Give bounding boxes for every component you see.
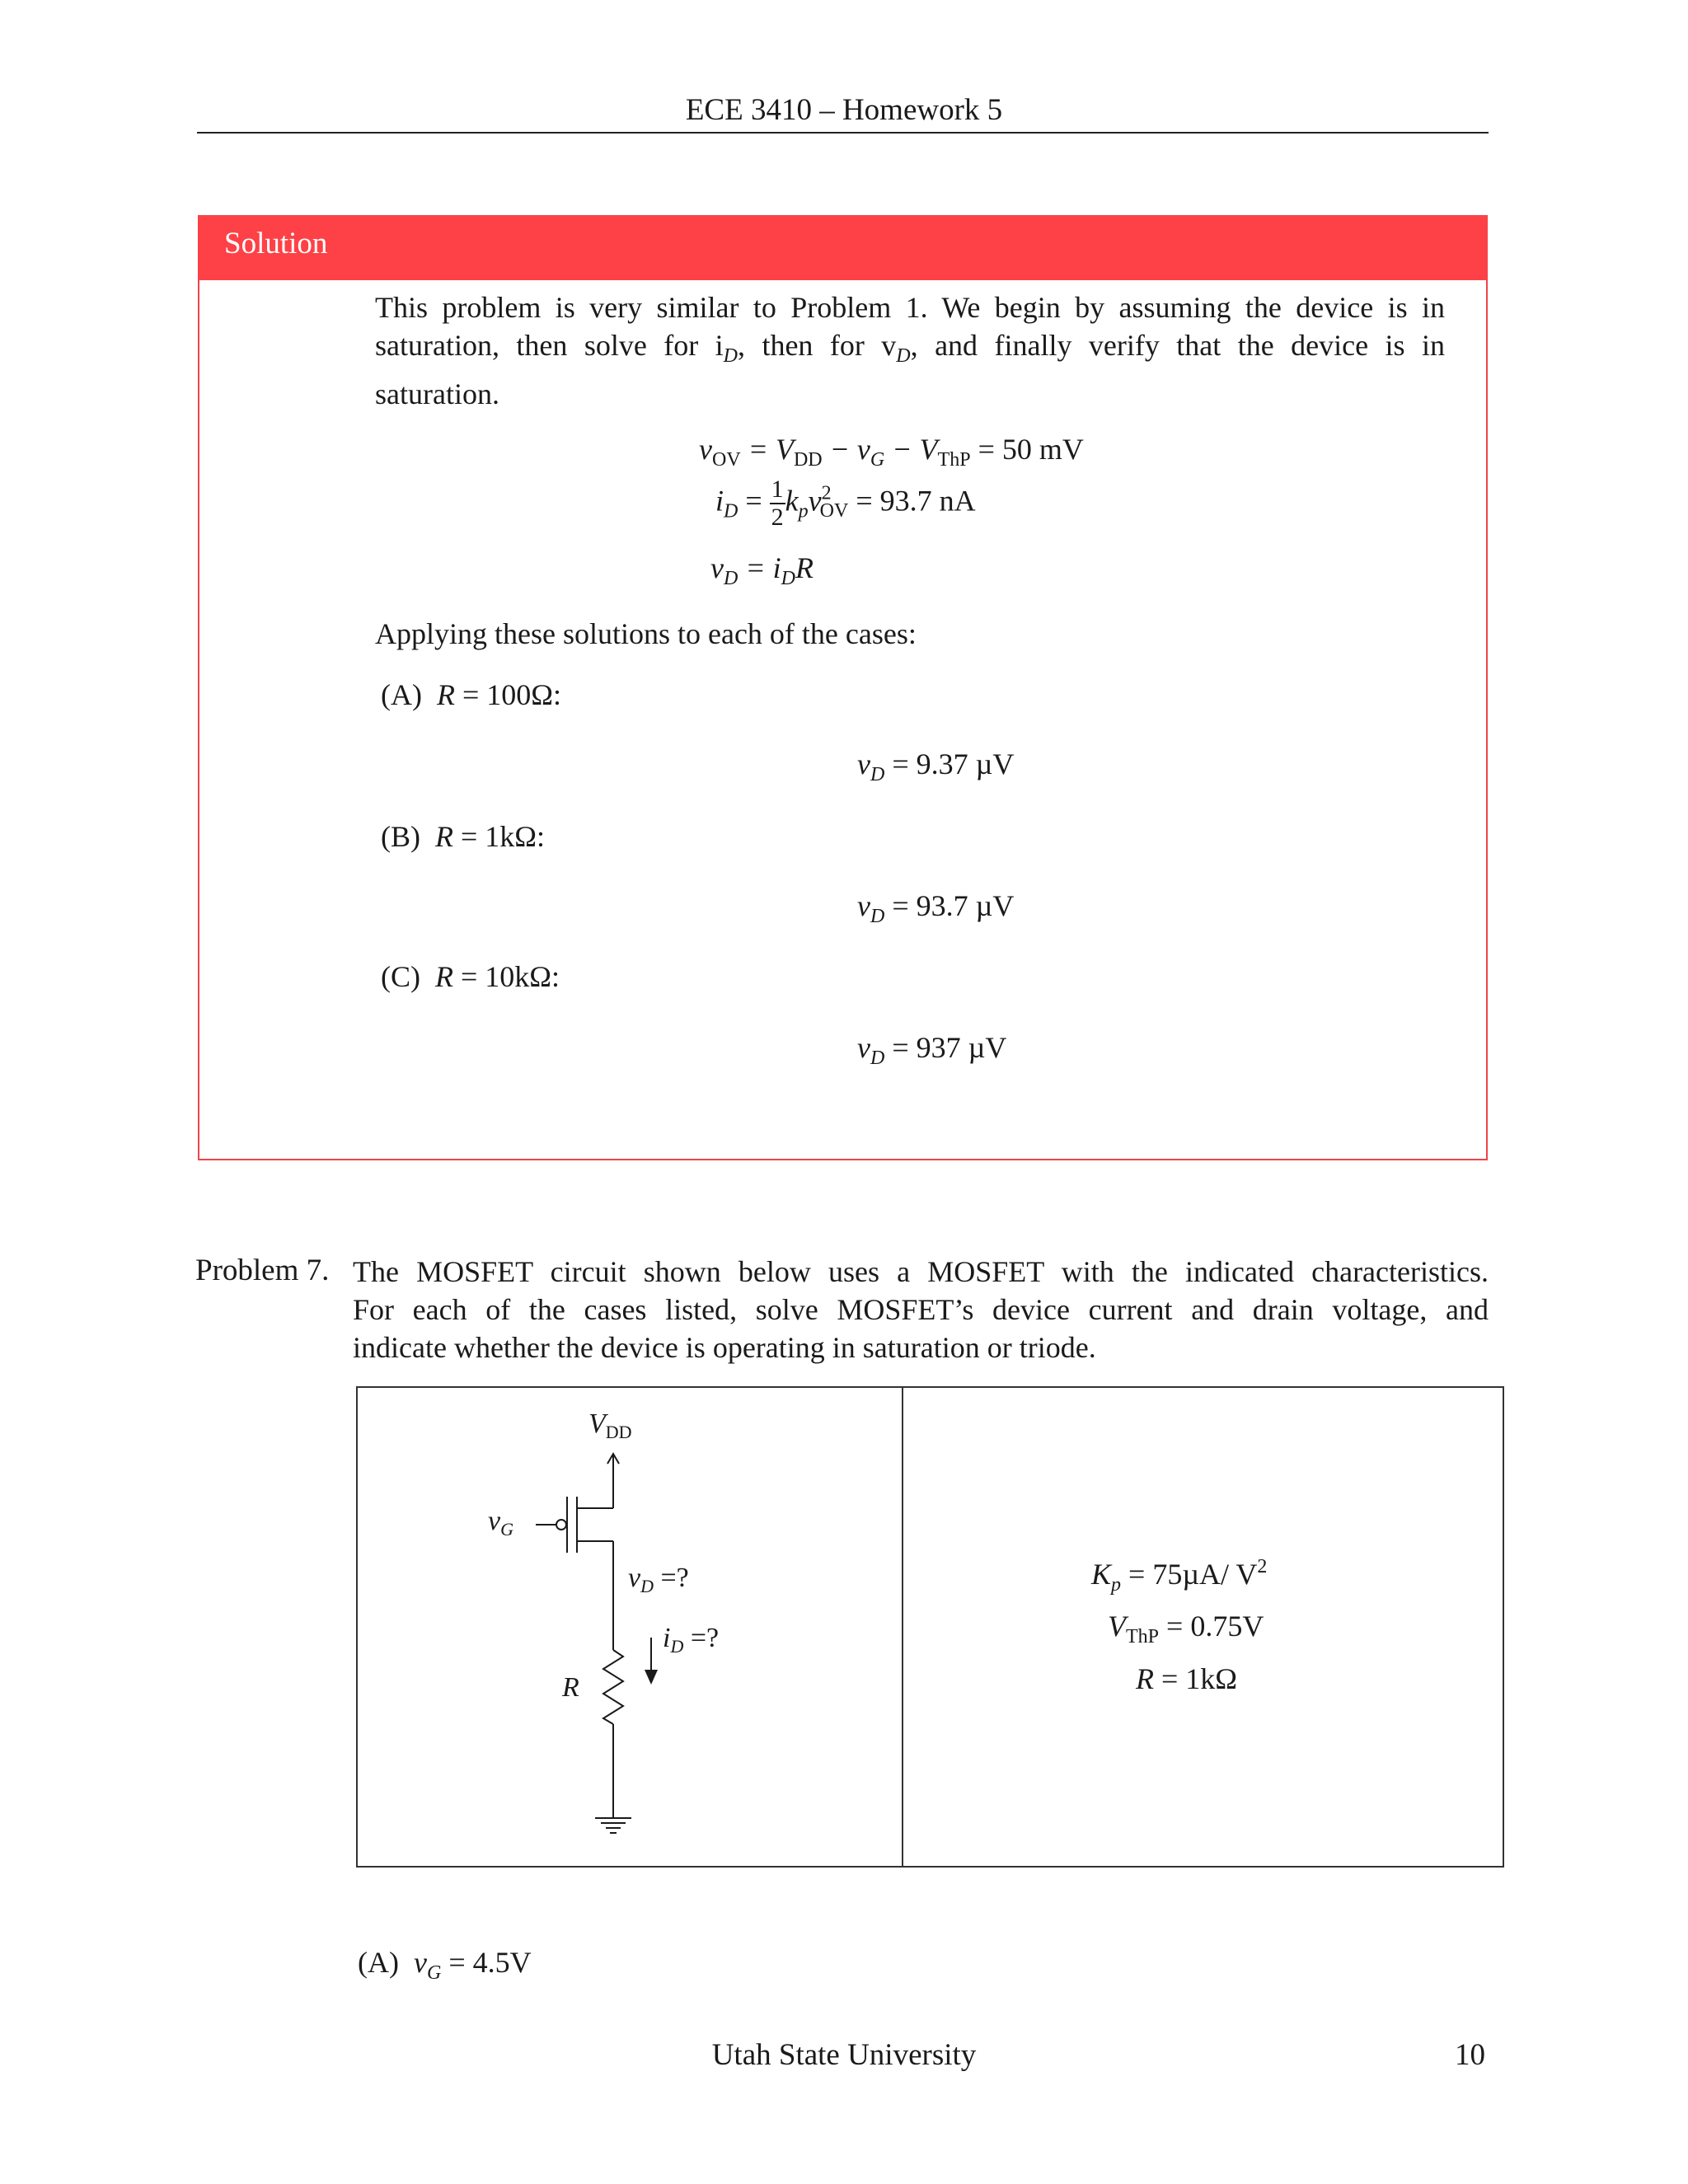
problem-label: Problem 7. [195,1254,330,1287]
gate-bubble-icon [556,1520,566,1530]
problem-text [353,1253,1489,1366]
case-b-result: $v_D = 93.7$ µV [857,889,1015,927]
resistor-label: R [562,1672,579,1703]
equation-id: $i_D$ = $\frac{1}{2}$ $k_pv^2_{OV} = 93.7$ nA [715,476,976,531]
vd-label: $v_D$ =? [628,1563,689,1596]
problem-line-3: indicate whether the device is operating in saturation or triode. [353,1331,1096,1364]
equation-vov: $v_{OV} = V_{DD} - v_G - V_{ThP} = 50$ mV [699,433,1084,471]
intro-line-3: saturation. [375,377,499,410]
footer-university: Utah State University [711,2038,977,2072]
solution-intro [375,288,1445,413]
vdd-label: $V_{DD}$ [588,1408,632,1442]
equation-vd: $v_D = i_DR$ [710,551,814,589]
case-c-result: $v_D = 937$ µV [857,1031,1007,1069]
param-r: R = 1kΩ [1136,1662,1238,1695]
solution-label: Solution [224,227,328,260]
applying-text: Applying these solutions to each of the cases: [375,617,917,650]
problem-line-2: For each of the cases listed, solve MOSFET’s device current and drain voltage, and [353,1293,1489,1326]
case-c-label: (C) R = 10kΩ: [381,960,560,993]
case-b-label: (B) R = 1kΩ: [381,820,546,853]
id-label: $i_D$ =? [663,1623,720,1657]
case-a-result: $v_D = 9.37$ µV [857,748,1015,785]
problem-line-1: The MOSFET circuit shown below uses a MOSFET with the indicated characteristics. [353,1255,1489,1288]
current-arrow-icon [645,1670,658,1685]
mosfet-circuit-diagram [356,1386,902,1868]
resistor-icon [603,1650,623,1724]
vg-label: $v_G$ [488,1506,513,1540]
intro-line-2: saturation, then solve for $i_D$, then for $v_D$, and finally verify that the device is in [375,329,1445,367]
case-a-label: (A) R = 100Ω: [381,678,562,711]
header-rule [197,132,1489,134]
figure-divider [902,1386,903,1868]
page-header-title: ECE 3410 – Homework 5 [685,93,1003,127]
param-vthp: $V_{ThP} = 0.75V$ [1108,1610,1264,1647]
param-kp: $K_p = 75\mu A/$ $V^2$ [1091,1556,1268,1596]
case-a-problem: (A) $v_G = 4.5V$ [358,1946,532,1984]
page-number: 10 [1455,2038,1485,2072]
intro-line-1: This problem is very similar to Problem 1. We begin by assuming the device is in [375,291,1445,324]
solution-header-bar [199,216,1487,280]
